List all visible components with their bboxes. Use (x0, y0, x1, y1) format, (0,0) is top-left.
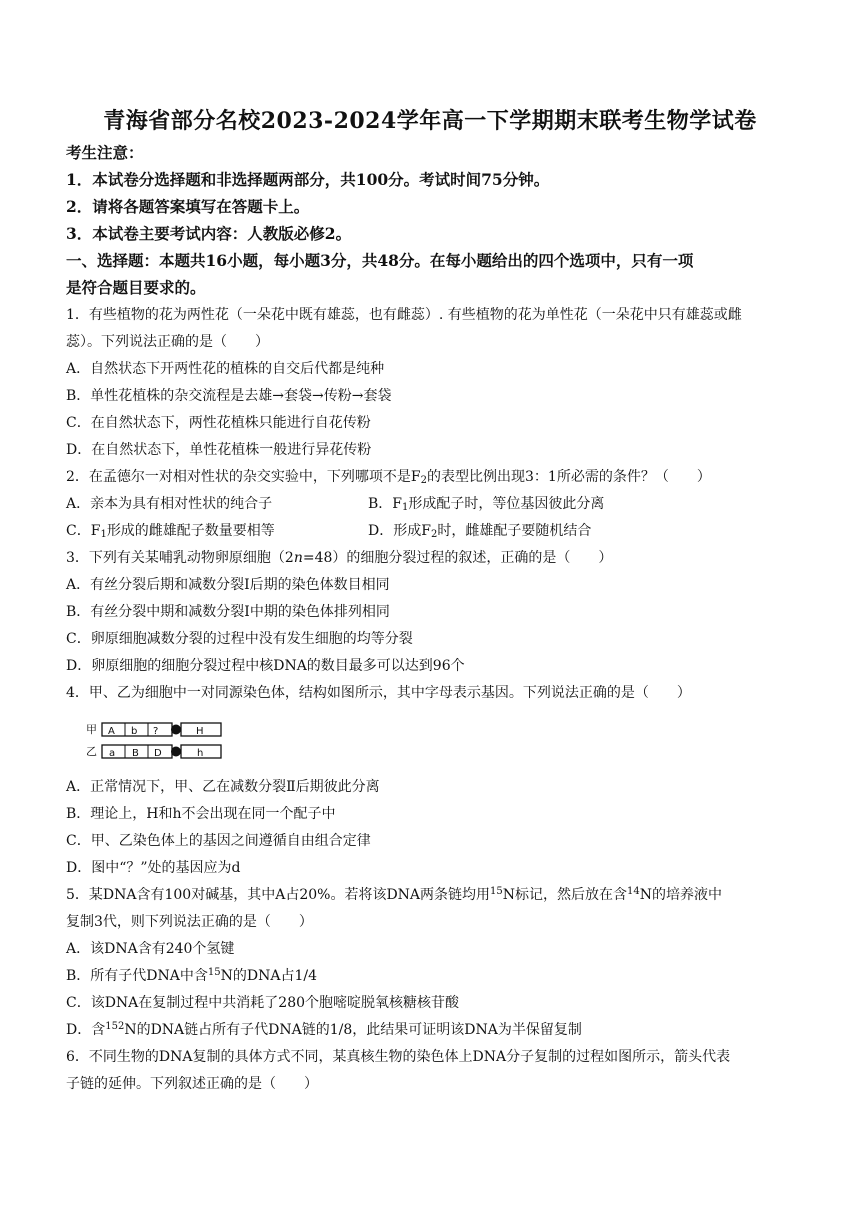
question-4-option-a: A．正常情况下，甲、乙在减数分裂Ⅱ后期彼此分离 (66, 779, 380, 795)
question-2-option-d (368, 522, 591, 540)
subscript: 2 (430, 529, 438, 540)
text: N标记，然后放在含 (502, 887, 628, 903)
question-3-option-d: D．卵原细胞的细胞分裂过程中核DNA的数目最多可以达到96个 (66, 658, 465, 674)
gene-label: a (109, 748, 116, 759)
gene-label: b (131, 726, 138, 737)
text: B．F (368, 496, 403, 512)
notice-heading: 考生注意： (66, 143, 144, 162)
question-6-stem: 6．不同生物的DNA复制的具体方式不同，某真核生物的染色体上DNA分子复制的过程如图所示，箭头代表 (66, 1049, 731, 1065)
notice-item: 1．本试卷分选择题和非选择题两部分，共100分。考试时间75分钟。 (66, 170, 550, 189)
text: 3．下列有关某哺乳动物卵原细胞（2 (66, 550, 294, 566)
question-2-option-c (66, 522, 275, 540)
gene-label: B (132, 748, 139, 759)
chromosome-jia-centromere (171, 725, 181, 735)
text: =48）的细胞分裂过程的叙述，正确的是（ ） (302, 550, 613, 566)
question-3-option-c: C．卵原细胞减数分裂的过程中没有发生细胞的均等分裂 (66, 631, 413, 647)
text: 时，雌雄配子要随机结合 (437, 523, 592, 539)
question-1-option-c: C．在自然状态下，两性花植株只能进行自花传粉 (66, 415, 371, 431)
question-4-option-b: B．理论上，H和h不会出现在同一个配子中 (66, 806, 336, 822)
subscript: 1 (402, 502, 409, 513)
text: 2．在孟德尔一对相对性状的杂交实验中，下列哪项不是F (66, 469, 421, 485)
question-2-stem (66, 468, 806, 486)
text: N的DNA链占所有子代DNA链的1/8，此结果可证明该DNA为半保留复制 (124, 1022, 582, 1038)
chromosome-jia-label: 甲 (86, 723, 97, 736)
question-2-option-b (368, 495, 604, 513)
superscript: 15 (207, 967, 221, 978)
question-4-option-d: D．图中“？”处的基因应为d (66, 860, 241, 876)
section-heading-cont: 是符合题目要求的。 (66, 278, 206, 297)
gene-label: D (154, 748, 162, 759)
chromosome-yi-centromere (171, 747, 181, 757)
question-1-option-a: A．自然状态下开两性花的植株的自交后代都是纯种 (66, 361, 385, 377)
question-2-option-a: A．亲本为具有相对性状的纯合子 (66, 496, 273, 512)
text: 形成配子时，等位基因彼此分离 (408, 496, 605, 512)
question-3-stem (66, 549, 806, 567)
gene-label: A (108, 726, 115, 737)
text: 5．某DNA含有100对碱基，其中A占20%。若将该DNA两条链均用 (66, 887, 491, 903)
question-5-option-c: C．该DNA在复制过程中共消耗了280个胞嘧啶脱氧核糖核苷酸 (66, 995, 460, 1011)
superscript: 14 (627, 886, 640, 897)
text: D．形成F (368, 523, 431, 539)
text: 的表型比例出现3：1所必需的条件？（ ） (427, 469, 711, 485)
gene-label: ? (153, 726, 159, 737)
text: D．含 (66, 1022, 106, 1038)
text: 形成的雌雄配子数量要相等 (106, 523, 275, 539)
question-1-stem-cont: 蕊）。下列说法正确的是（ ） (66, 334, 269, 350)
question-5-stem (66, 886, 806, 904)
section-heading: 一、选择题：本题共16小题，每小题3分，共48分。在每小题给出的四个选项中，只有一项 (66, 251, 694, 270)
text: N的DNA占1/4 (220, 968, 317, 984)
subscript: 2 (420, 475, 427, 486)
question-4-stem: 4．甲、乙为细胞中一对同源染色体，结构如图所示，其中字母表示基因。下列说法正确的是（ ） (66, 685, 691, 701)
question-5-option-d (66, 1021, 806, 1039)
text: B．所有子代DNA中含 (66, 968, 208, 984)
superscript: 15 (490, 886, 503, 897)
question-5-option-a: A．该DNA含有240个氢键 (66, 941, 235, 957)
question-1-option-d: D．在自然状态下，单性花植株一般进行异花传粉 (66, 442, 372, 458)
italic-n: n (293, 550, 303, 566)
text: N的培养液中 (639, 887, 722, 903)
chromosome-yi-label: 乙 (86, 745, 97, 758)
question-3-option-a: A．有丝分裂后期和减数分裂Ⅰ后期的染色体数目相同 (66, 577, 390, 593)
gene-label: H (196, 726, 204, 737)
question-1-option-b: B．单性花植株的杂交流程是去雄→套袋→传粉→套袋 (66, 388, 392, 404)
notice-item: 2．请将各题答案填写在答题卡上。 (66, 197, 310, 216)
page-title: 青海省部分名校2023-2024学年高一下学期期末联考生物学试卷 (103, 108, 757, 134)
subscript: 1 (100, 529, 107, 540)
question-4-option-c: C．甲、乙染色体上的基因之间遵循自由组合定律 (66, 833, 371, 849)
question-6-stem-cont: 子链的延伸。下列叙述正确的是（ ） (66, 1076, 318, 1092)
question-5-option-b (66, 967, 806, 985)
notice-item: 3．本试卷主要考试内容：人教版必修2。 (66, 224, 352, 243)
question-1-stem: 1．有些植物的花为两性花（一朵花中既有雄蕊，也有雌蕊）. 有些植物的花为单性花（一朵花中只有雄蕊或雌 (66, 307, 742, 323)
text: C．F (66, 523, 101, 539)
question-5-stem-cont: 复制3代，则下列说法正确的是（ ） (66, 914, 313, 930)
question-3-option-b: B．有丝分裂中期和减数分裂Ⅰ中期的染色体排列相同 (66, 604, 390, 620)
superscript: 152 (105, 1021, 125, 1032)
gene-label: h (197, 748, 204, 759)
chromosome-diagram (86, 716, 236, 764)
